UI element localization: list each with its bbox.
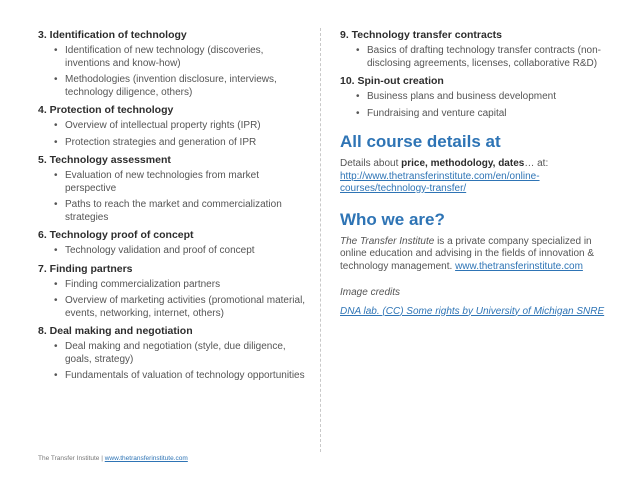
course-details-suffix: … at: (524, 158, 549, 169)
course-details-text (340, 158, 608, 196)
page-footer (38, 455, 188, 462)
list-item-text: Paths to reach the market and commercialization strategies (65, 199, 282, 223)
list-item-text: Business plans and business development (367, 91, 557, 102)
section-title: 9. Technology transfer contracts (340, 29, 503, 41)
list-item (38, 341, 308, 366)
section-title: 5. Technology assessment (38, 154, 171, 166)
image-credits-link[interactable]: DNA lab. (CC) Some rights by University of Michigan SNRE (340, 305, 605, 317)
list-item-text: Deal making and negotiation (style, due diligence, goals, strategy) (65, 341, 286, 365)
bullet-icon: • (54, 74, 58, 85)
course-details-link[interactable]: http://www.thetransferinstitute.com/en/online-courses/technology-transfer/ (340, 170, 540, 194)
list-item (38, 45, 308, 70)
bullet-icon: • (54, 295, 58, 306)
section-title: 10. Spin-out creation (340, 75, 444, 87)
list-item-text: Fundamentals of valuation of technology opportunities (65, 370, 305, 381)
section-title: 8. Deal making and negotiation (38, 325, 193, 337)
right-column (340, 28, 608, 318)
section-list (38, 341, 308, 383)
company-description: is a private company specialized in online education and advising in the fields of innovation & technology management. (340, 235, 595, 272)
bullet-icon: • (54, 245, 58, 256)
section-list (38, 245, 308, 258)
list-item-text: Basics of drafting technology transfer contracts (non-disclosing agreements, licenses, collaborative R&D) (367, 45, 602, 69)
list-item (38, 137, 308, 150)
list-item-text: Protection strategies and generation of IPR (65, 136, 257, 148)
bullet-icon: • (54, 170, 58, 181)
section-list (38, 45, 308, 99)
list-item-text: Finding commercialization partners (65, 278, 221, 290)
who-we-are-heading: Who we are? (340, 209, 445, 229)
section-title: 6. Technology proof of concept (38, 229, 194, 241)
right-sections (340, 28, 608, 120)
list-item (38, 199, 308, 224)
section-title: 4. Protection of technology (38, 104, 174, 116)
bullet-icon: • (54, 341, 58, 352)
course-details-prefix: Details about (340, 158, 402, 169)
list-item (38, 295, 308, 320)
course-details-bold: price, methodology, dates (401, 158, 525, 169)
footer-link[interactable]: www.thetransferinstitute.com (104, 455, 188, 462)
bullet-icon: • (54, 45, 58, 56)
section-list (38, 170, 308, 224)
section-list (340, 91, 608, 120)
list-item-text: Technology validation and proof of concept (65, 245, 255, 256)
bullet-icon: • (54, 278, 58, 290)
list-item (38, 170, 308, 195)
section-list (38, 279, 308, 321)
list-item (38, 370, 308, 383)
bullet-icon: • (356, 45, 360, 56)
section-title: 3. Identification of technology (38, 29, 187, 41)
list-item (38, 74, 308, 99)
bullet-icon: • (54, 136, 58, 148)
list-item (340, 91, 608, 104)
bullet-icon: • (356, 91, 360, 102)
column-divider (320, 28, 321, 452)
list-item (38, 120, 308, 133)
company-website-link[interactable]: www.thetransferinstitute.com (455, 260, 583, 272)
list-item (38, 279, 308, 292)
who-we-are-text (340, 236, 608, 274)
section-list (38, 120, 308, 149)
list-item-text: Identification of new technology (discoveries, inventions and know-how) (65, 45, 264, 69)
list-item-text: Methodologies (invention disclosure, interviews, technology diligence, others) (65, 74, 277, 98)
left-column (38, 28, 308, 387)
course-details-heading: All course details at (340, 132, 501, 151)
list-item-text: Fundraising and venture capital (367, 107, 507, 119)
footer-text: The Transfer Institute | (38, 455, 105, 462)
bullet-icon: • (54, 120, 58, 131)
bullet-icon: • (54, 370, 58, 381)
list-item (340, 45, 608, 70)
bullet-icon: • (54, 199, 58, 210)
image-credits-text (340, 306, 608, 319)
list-item (38, 245, 308, 258)
list-item-text: Evaluation of new technologies from market perspective (65, 170, 259, 194)
bullet-icon: • (356, 107, 360, 119)
image-credits-label: Image credits (340, 287, 401, 298)
list-item-text: Overview of marketing activities (promotional material, events, networking, internet, others) (65, 295, 306, 319)
list-item-text: Overview of intellectual property rights (IPR) (65, 120, 261, 131)
company-name: The Transfer Institute (340, 235, 435, 247)
section-title: 7. Finding partners (38, 262, 133, 275)
list-item (340, 108, 608, 121)
section-list (340, 45, 608, 70)
